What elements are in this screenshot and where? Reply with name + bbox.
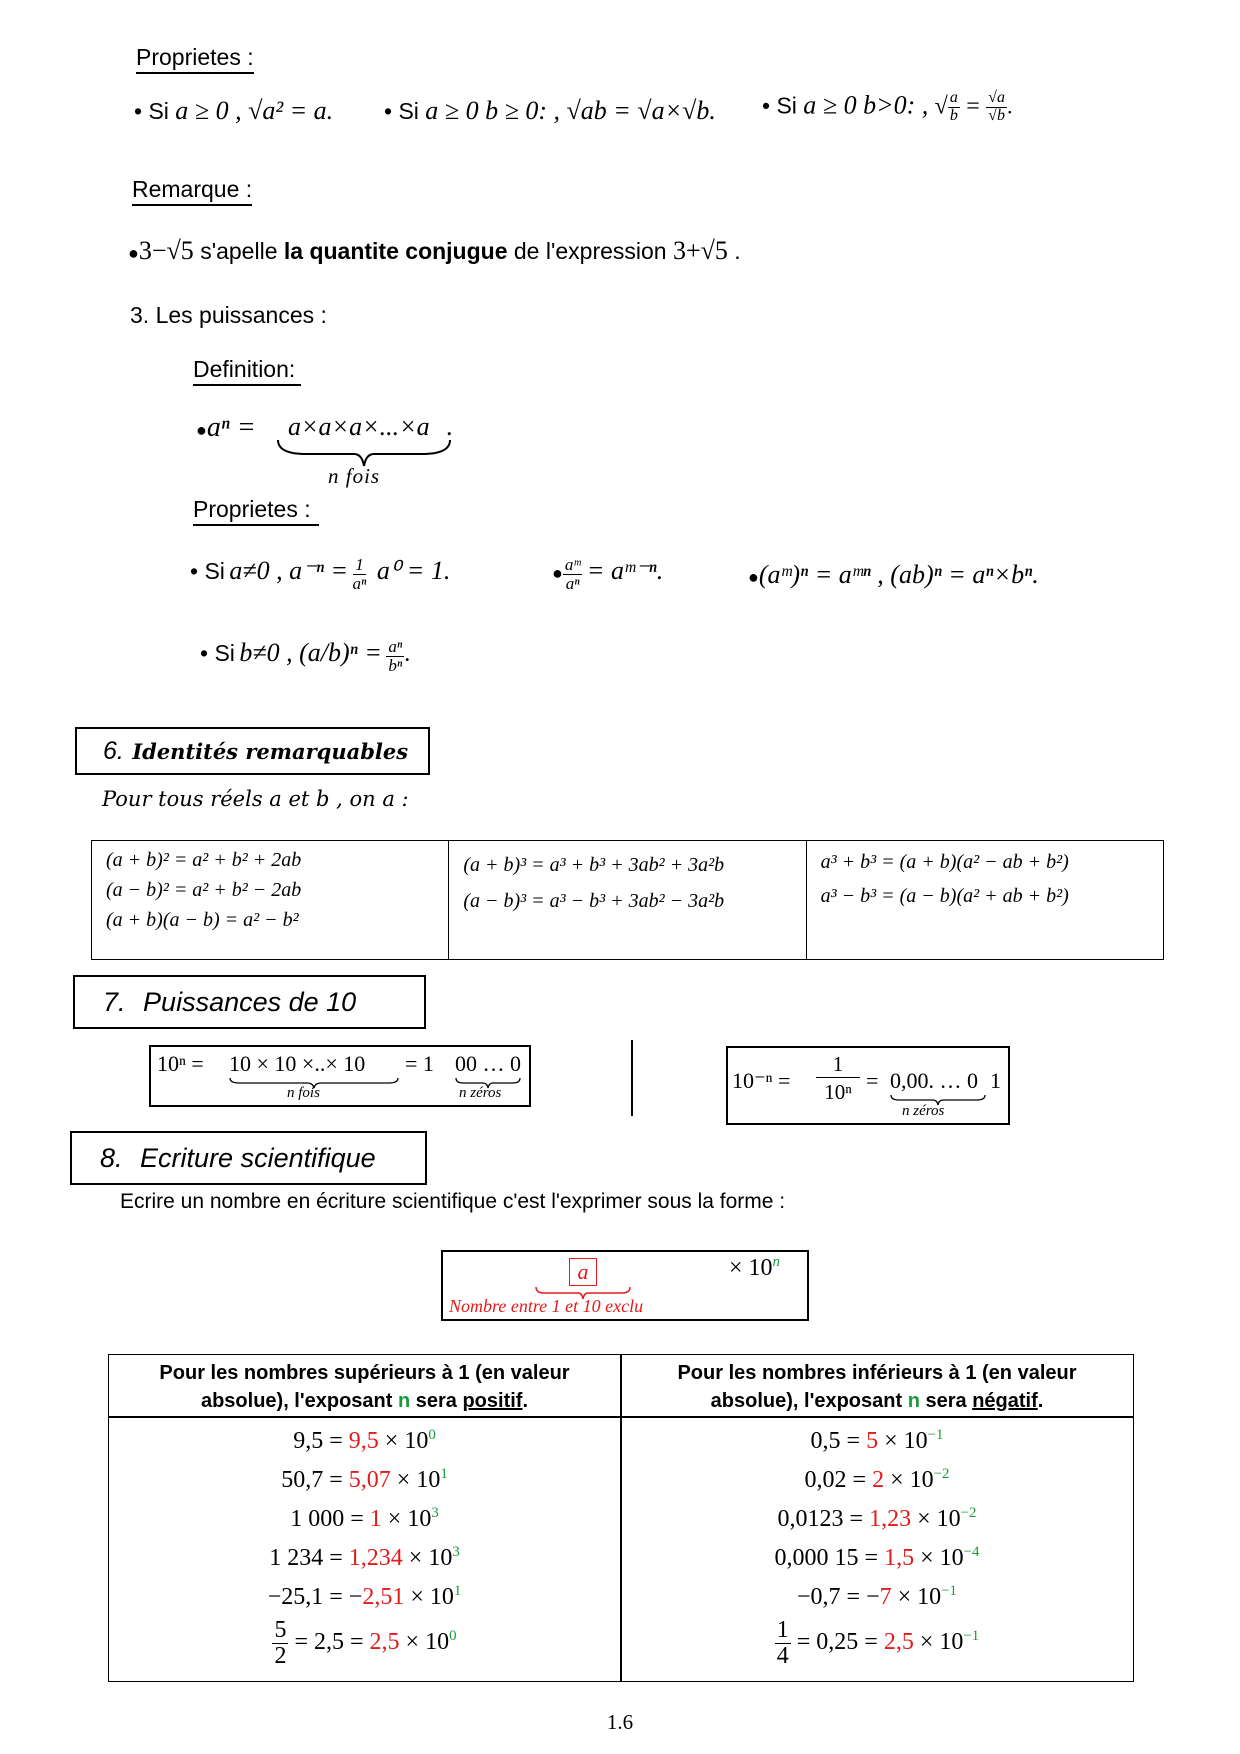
scientific-examples-table xyxy=(108,1354,1134,1682)
power-definition: ●aⁿ = xyxy=(196,412,256,443)
power-property-power: ●(aᵐ)ⁿ = aᵐⁿ , (ab)ⁿ = aⁿ×bⁿ. xyxy=(748,560,1039,589)
property-sqrt-square: • Si a ≥ 0 , √a² = a. xyxy=(134,96,334,125)
table-row: $9,5 = 9,5 \times 10^0$ xyxy=(293,1427,436,1454)
section-7-header: 7. Puissances de 10 xyxy=(73,975,426,1029)
table-row: 0,000 $15 = 1,5 \times 10^{-4}$ xyxy=(774,1544,980,1571)
section-8-intro: Ecrire un nombre en écriture scientifique c'est l'exprimer sous la forme : xyxy=(120,1190,786,1213)
powers-of-ten-positive-box: 10ⁿ = 10 × 10 ×..× 10 = 1 00 … 0 n fois n zéros xyxy=(149,1045,531,1107)
identities-table xyxy=(91,840,1164,960)
mantissa-box: a xyxy=(569,1258,597,1286)
left-examples xyxy=(109,1419,620,1669)
section-8-header: 8. Ecriture scientifique xyxy=(70,1131,427,1185)
identities-col-3: a³ + b³ = (a + b)(a² − ab + b²) a³ − b³ = (a − b)(a² + ab + b²) xyxy=(806,841,1163,960)
table-header-left: Pour les nombres supérieurs à 1 (en valeur absolue), l'exposant n sera positif. xyxy=(159,1362,570,1412)
powers-of-ten-negative-box: 10⁻ⁿ = 1 10ⁿ = 0,00. … 0 1 n zéros xyxy=(726,1046,1010,1125)
brace-label-n-fois: n fois xyxy=(328,464,381,488)
section-6-intro: Pour tous réels a et b , on a : xyxy=(102,787,409,811)
proprietes-title-2: Proprietes : xyxy=(193,496,319,523)
property-sqrt-quotient: • Si a ≥ 0 b>0: , √ $\frac{a}{b}$ = $\frac{√a}{√b}$ . xyxy=(762,89,1013,124)
definition-title: Definition: xyxy=(193,356,301,383)
remarque-text: ●3−√5 s'apelle la quantite conjugue de l'expression 3+√5 . xyxy=(128,236,741,265)
table-row: $\frac{5}{2}$ = $2,5 = 2,5 \times 10^0$ xyxy=(274,1617,457,1670)
identities-col-2: (a + b)³ = a³ + b³ + 3ab² + 3a²b (a − b)³ = a³ − b³ + 3ab² − 3a²b xyxy=(449,841,806,960)
table-row: 1 $000 = 1 \times 10^3$ xyxy=(290,1505,439,1532)
identities-col-1: (a + b)² = a² + b² + 2ab (a − b)² = a² + b² − 2ab (a + b)(a − b) = a² − b² xyxy=(92,841,449,960)
scientific-form-box: a × $10^n$ Nombre entre 1 et 10 exclu xyxy=(441,1250,809,1321)
mantissa-label: Nombre entre 1 et 10 exclu xyxy=(449,1296,644,1316)
table-row: $0,02 = 2 \times 10^{-2}$ xyxy=(804,1466,950,1493)
power-property-fraction: • Si b≠0 , (a/b)ⁿ = $\frac{\text{aⁿ}}{\text{bⁿ}}$ . xyxy=(200,637,411,676)
power-definition-product: a×a×a×...×a xyxy=(288,412,430,441)
table-row: $-25,1 = -2,51 \times 10^1$ xyxy=(267,1583,462,1610)
power-property-quotient: ● $\frac{\text{aᵐ}}{\text{aⁿ}}$ = aᵐ⁻ⁿ. xyxy=(552,555,664,594)
table-row: $0,5 = 5 \times 10^{-1}$ xyxy=(810,1427,944,1454)
table-header-right: Pour les nombres inférieurs à 1 (en valeur absolue), l'exposant n sera négatif. xyxy=(677,1362,1077,1412)
table-row: $50,7 = 5,07 \times 10^1$ xyxy=(281,1466,448,1493)
section-3-title: 3. Les puissances : xyxy=(130,302,327,328)
table-row: $0,0123 = 1,23 \times 10^{-2}$ xyxy=(777,1505,977,1532)
power-property-negative: • Si a≠0 , a⁻ⁿ = $\frac{1}{\text{aⁿ}}$ a⁰ = 1. xyxy=(190,555,451,594)
table-row: $\frac{1}{4}$ = $0,25 = 2,5 \times 10^{-1}$ xyxy=(776,1617,980,1670)
page-number: 1.6 xyxy=(606,1710,634,1734)
section-6-header: 6. Identités remarquables xyxy=(75,727,430,775)
remarque-title: Remarque : xyxy=(132,176,252,203)
right-examples xyxy=(621,1419,1133,1669)
proprietes-title: Proprietes : xyxy=(136,44,254,71)
table-row: $-0,7 = -7 \times 10^{-1}$ xyxy=(797,1583,957,1610)
property-sqrt-product: • Si a ≥ 0 b ≥ 0: , √ab = √a×√b. xyxy=(384,96,716,125)
table-row: 1 $234 = 1,234 \times 10^3$ xyxy=(269,1544,460,1571)
vertical-divider xyxy=(631,1040,633,1116)
